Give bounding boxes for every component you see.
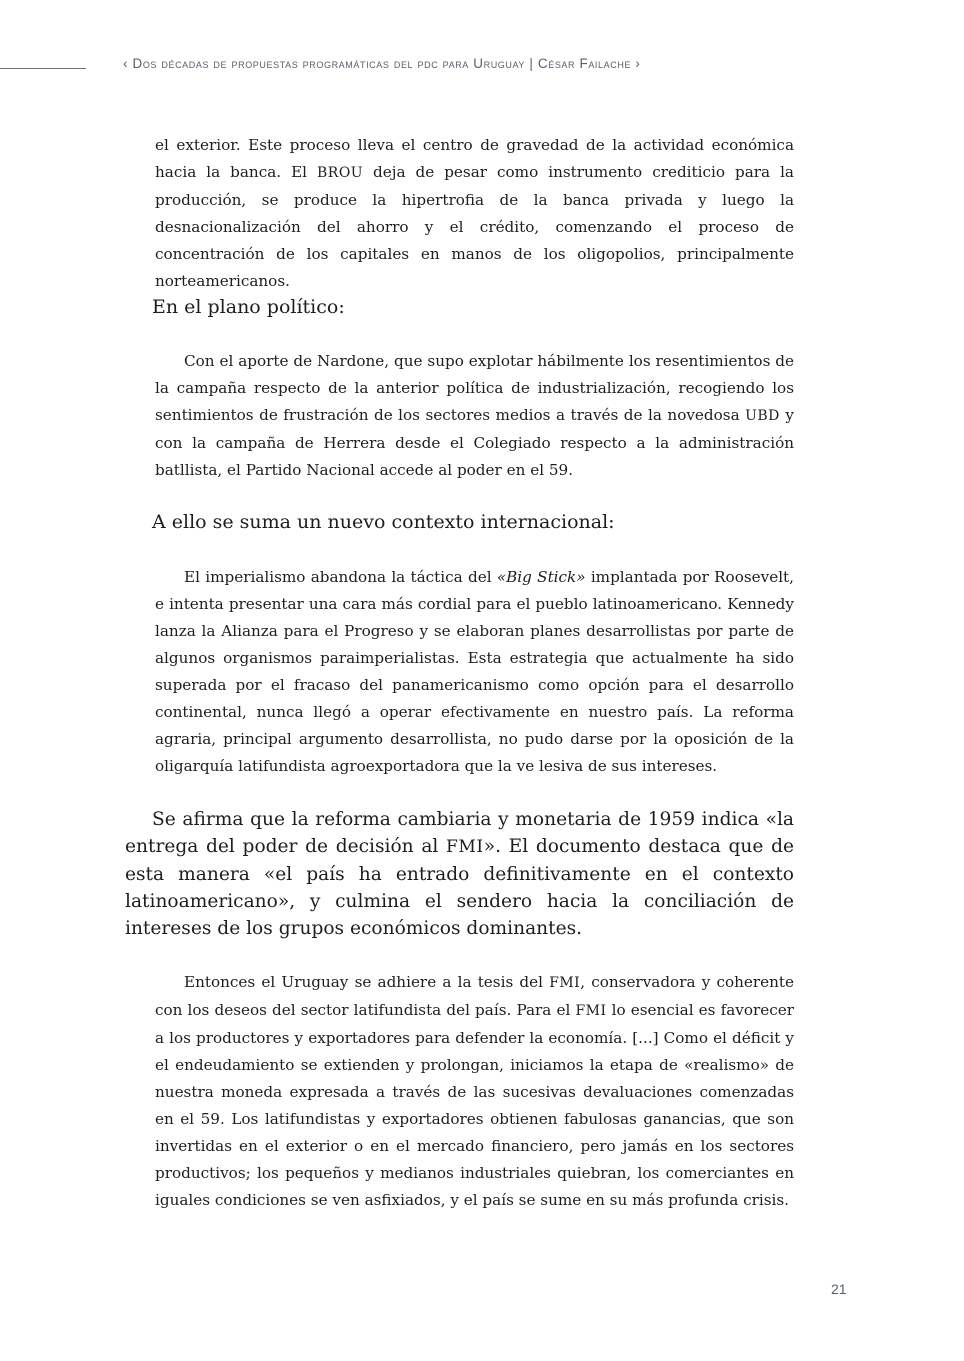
text-run: implantada por Roosevelt, e intenta presentar una cara más cordial para el pueblo latinoamericano. Kennedy lanza la Alianza para el Progreso y se elaboran planes desarrollistas por parte de algunos organismos paraimperialistas. Esta estrategia que actualmente ha sido superada por el fracaso del panamericanismo como opción para el desarrollo continental, nunca llegó a operar efectivamente en nuestro país. La reforma agraria, principal argumento desarrollista, no pudo darse por la oposición de la oligarquía latifundista agroexportadora que la ve lesiva de sus intereses. [155, 568, 794, 775]
header-close-chevron: › [635, 56, 641, 71]
header-author: César Failache [537, 56, 632, 71]
abbreviation: FMI [575, 1003, 607, 1019]
quote-block-3 [155, 564, 794, 780]
header-rule [0, 68, 86, 69]
running-header [123, 56, 883, 71]
quote-paragraph [155, 969, 794, 1214]
body-paragraph-reforma [125, 806, 794, 942]
text-run: lo esencial es favorecer a los productores y exportadores para defender la economía. [...] Como el déficit y el endeudamiento se extienden y prolongan, iniciamos la etapa de «realismo» de nuestra moneda expresada a través de las sucesivas devaluaciones comenzadas en el 59. Los latifundistas y exportadores obtienen fabulosas ganancias, que son invertidas en el exterior o en el mercado financiero, pero jamás en los sectores productivos; los pequeños y medianos industriales quiebran, los comerciantes en iguales condiciones se ven asfixiados, y el país se sume en su más profunda crisis. [155, 1001, 794, 1209]
section-heading-internacional: A ello se suma un nuevo contexto internacional: [152, 511, 615, 533]
quote-paragraph [155, 132, 794, 295]
text-run: Entonces el Uruguay se adhiere a la tesis del [184, 973, 550, 991]
text-run: , conservadora y coherente con los deseos del sector latifundista del país. Para el [155, 973, 794, 1019]
section-heading-politico: En el plano político: [152, 296, 345, 318]
quote-block-2 [155, 348, 794, 484]
quote-block-5 [155, 969, 794, 1214]
abbreviation: UBD [745, 408, 780, 424]
abbreviation: BROU [317, 165, 364, 181]
italic-term: «Big Stick» [496, 568, 586, 586]
abbreviation: FMI [446, 837, 484, 857]
text-run: Con el aporte de Nardone, que supo explotar hábilmente los resentimientos de la campaña respecto de la anterior política de industrialización, recogiendo los sentimientos de frustración de los sectores medios a través de la novedosa [155, 352, 794, 424]
quote-paragraph [155, 348, 794, 484]
text-run: deja de pesar como instrumento crediticio para la producción, se produce la hipertrofia de la banca privada y luego la desnacionalización del ahorro y el crédito, comenzando el proceso de concentración de los capitales en manos de los oligopolios, principalmente norteamericanos. [155, 163, 794, 290]
abbreviation: FMI [549, 975, 581, 991]
text-run: Se afirma que la reforma cambiaria y monetaria de 1959 indica «la entrega del poder de decisión al [125, 809, 794, 857]
text-run: el exterior. Este proceso lleva el centro de gravedad de la actividad económica hacia la banca. El [155, 136, 794, 181]
quote-block-1 [155, 132, 794, 295]
text-run: El imperialismo abandona la táctica del [184, 568, 497, 586]
quote-paragraph [155, 564, 794, 780]
header-separator: | [529, 56, 534, 71]
header-open-chevron: ‹ [123, 56, 129, 71]
page-number: 21 [831, 1281, 847, 1297]
header-title: Dos décadas de propuestas programáticas del pdc para Uruguay [132, 56, 526, 71]
text-run: ». El documento destaca que de esta manera «el país ha entrado definitivamente en el contexto latinoamericano», y culmina el sendero hacia la conciliación de intereses de los grupos económicos dominantes. [125, 836, 794, 939]
text-run: y con la campaña de Herrera desde el Colegiado respecto a la administración batllista, el Partido Nacional accede al poder en el 59. [155, 406, 794, 479]
